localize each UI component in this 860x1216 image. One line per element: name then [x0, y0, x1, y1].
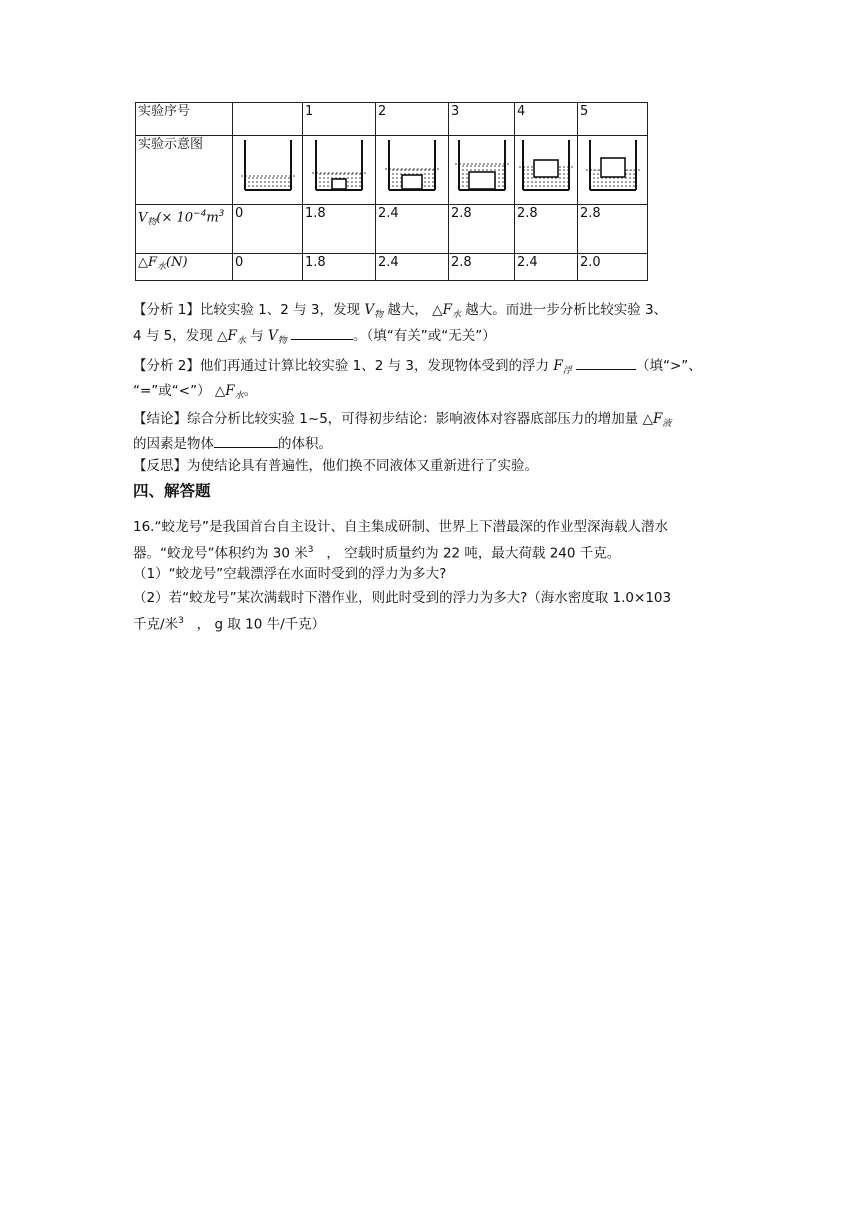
diagram-cell [449, 136, 515, 205]
answer-blank-2[interactable] [576, 355, 636, 370]
analysis1-text: 越大， [383, 302, 433, 318]
answer-blank-1[interactable] [291, 325, 353, 340]
beaker-diagram-3 [453, 136, 511, 196]
table-cell: 2.4 [515, 254, 578, 281]
volume-unit: m [206, 210, 219, 226]
answer-blank-3[interactable] [214, 433, 278, 448]
q16-superscript: 3 [178, 616, 184, 626]
table-row [136, 205, 648, 254]
delta-symbol: △ [214, 383, 226, 399]
q16-sub1: （1）“蛟龙号”空载漂浮在水面时受到的浮力为多大? [133, 566, 447, 582]
q16-text: ， 空载时质量约为 22 吨，最大荷载 240 千克。 [326, 545, 621, 562]
conclusion-line1 [133, 409, 671, 434]
beaker-diagram-1 [310, 136, 368, 196]
table-cell: 4 [515, 103, 578, 136]
q16-line2 [133, 540, 620, 564]
q16-sub2-line1: （2）若“蛟龙号”某次满载时下潜作业，则此时受到的浮力为多大?（海水密度取 1.0×103 [133, 590, 672, 606]
v-symbol: V [364, 302, 375, 318]
q16-text: 器。“蛟龙号”体积约为 30 米 [133, 545, 308, 562]
diagram-cell [303, 136, 376, 205]
table-cell: 2.8 [515, 205, 578, 254]
volume-unit-prefix: (× 10 [156, 210, 194, 226]
q16-line1: 16.“蛟龙号”是我国首台自主设计、自主集成研制、世界上下潜最深的作业型深海载人潜水 [133, 519, 668, 535]
f-symbol: F [553, 358, 563, 374]
table-row [136, 136, 648, 205]
f-subscript: 水 [451, 310, 461, 320]
volume-symbol: V [138, 210, 148, 226]
v-subscript: 物 [277, 336, 287, 346]
diagram-cell [578, 136, 648, 205]
f-symbol: F [225, 383, 235, 399]
conclusion-line2 [133, 433, 332, 454]
diagram-label-cell: 实验示意图 [136, 136, 233, 205]
delta-symbol: △ [432, 302, 443, 318]
table-cell: 2.8 [449, 205, 515, 254]
table-cell: 2.4 [376, 205, 449, 254]
f-symbol: F [652, 411, 663, 427]
diagram-cell [233, 136, 303, 205]
beaker-diagram-2 [383, 136, 441, 196]
force-symbol: F [148, 255, 158, 270]
analysis1-line2 [133, 325, 496, 351]
delta-symbol: △ [138, 255, 148, 270]
diagram-cell [515, 136, 578, 205]
beaker-diagram-5 [584, 136, 642, 196]
table-row [136, 254, 648, 281]
analysis2-text: 。 [243, 383, 258, 399]
analysis2-text: 【分析 2】他们再通过计算比较实验 1、2 与 3，发现物体受到的浮力 [133, 358, 554, 374]
table-cell: 2.4 [376, 254, 449, 281]
analysis1-line1 [133, 300, 667, 325]
delta-symbol: △ [217, 328, 228, 344]
table-cell: 1.8 [303, 205, 376, 254]
volume-subscript: 物 [147, 217, 157, 228]
q16-superscript: 3 [307, 545, 314, 555]
force-label-cell [136, 254, 233, 281]
f-subscript: 浮 [562, 366, 572, 376]
q16-text: 千克/米 [133, 616, 179, 633]
volume-exponent: −4 [193, 209, 207, 219]
f-symbol: F [442, 302, 452, 318]
diagram-cell [376, 136, 449, 205]
volume-unit-sup: 3 [218, 209, 225, 219]
conclusion-text: 【结论】综合分析比较实验 1~5，可得初步结论：影响液体对容器底部压力的增加量 [133, 411, 643, 427]
table-cell: 2 [376, 103, 449, 136]
conclusion-text: 的体积。 [278, 436, 332, 452]
analysis2-line1 [133, 355, 702, 381]
table-cell [233, 103, 303, 136]
analysis1-text: 。（填“有关”或“无关”） [353, 328, 496, 344]
analysis1-text: 4 与 5，发现 [133, 328, 218, 344]
analysis1-text: 【分析 1】比较实验 1、2 与 3，发现 [133, 302, 365, 318]
beaker-diagram-4 [518, 136, 574, 196]
table-cell: 0 [233, 205, 303, 254]
reflection-line: 【反思】为使结论具有普遍性，他们换不同液体又重新进行了实验。 [133, 458, 538, 474]
q16-sub2-line2 [133, 611, 325, 635]
f-subscript: 水 [234, 391, 244, 401]
force-subscript: 水 [157, 262, 167, 272]
v-subscript: 物 [374, 310, 384, 320]
analysis2-text: （填“>”、 [636, 358, 702, 374]
q16-text: ， g 取 10 牛/千克） [196, 616, 326, 633]
analysis1-text: 与 [245, 328, 268, 344]
v-symbol: V [267, 328, 278, 344]
table-cell: 3 [449, 103, 515, 136]
volume-label-cell [136, 205, 233, 254]
table-cell: 2.8 [449, 254, 515, 281]
force-unit: (N) [166, 255, 188, 270]
table-cell: 5 [578, 103, 648, 136]
header-label-cell: 实验序号 [136, 103, 233, 136]
experiment-table [135, 102, 648, 281]
f-symbol: F [227, 328, 237, 344]
table-row [136, 103, 648, 136]
analysis2-text: “=”或“<”） [133, 383, 211, 399]
table-cell: 2.0 [578, 254, 648, 281]
section-heading: 四、解答题 [133, 482, 211, 500]
table-cell: 1 [303, 103, 376, 136]
f-subscript: 液 [662, 419, 672, 429]
beaker-diagram-0 [239, 136, 297, 196]
table-cell: 0 [233, 254, 303, 281]
f-subscript: 水 [236, 336, 246, 346]
analysis2-line2 [133, 381, 257, 406]
table-cell: 1.8 [303, 254, 376, 281]
conclusion-text: 的因素是物体 [133, 436, 214, 452]
analysis1-text: 越大。而进一步分析比较实验 3、 [460, 302, 668, 318]
table-cell: 2.8 [578, 205, 648, 254]
delta-symbol: △ [642, 411, 653, 427]
